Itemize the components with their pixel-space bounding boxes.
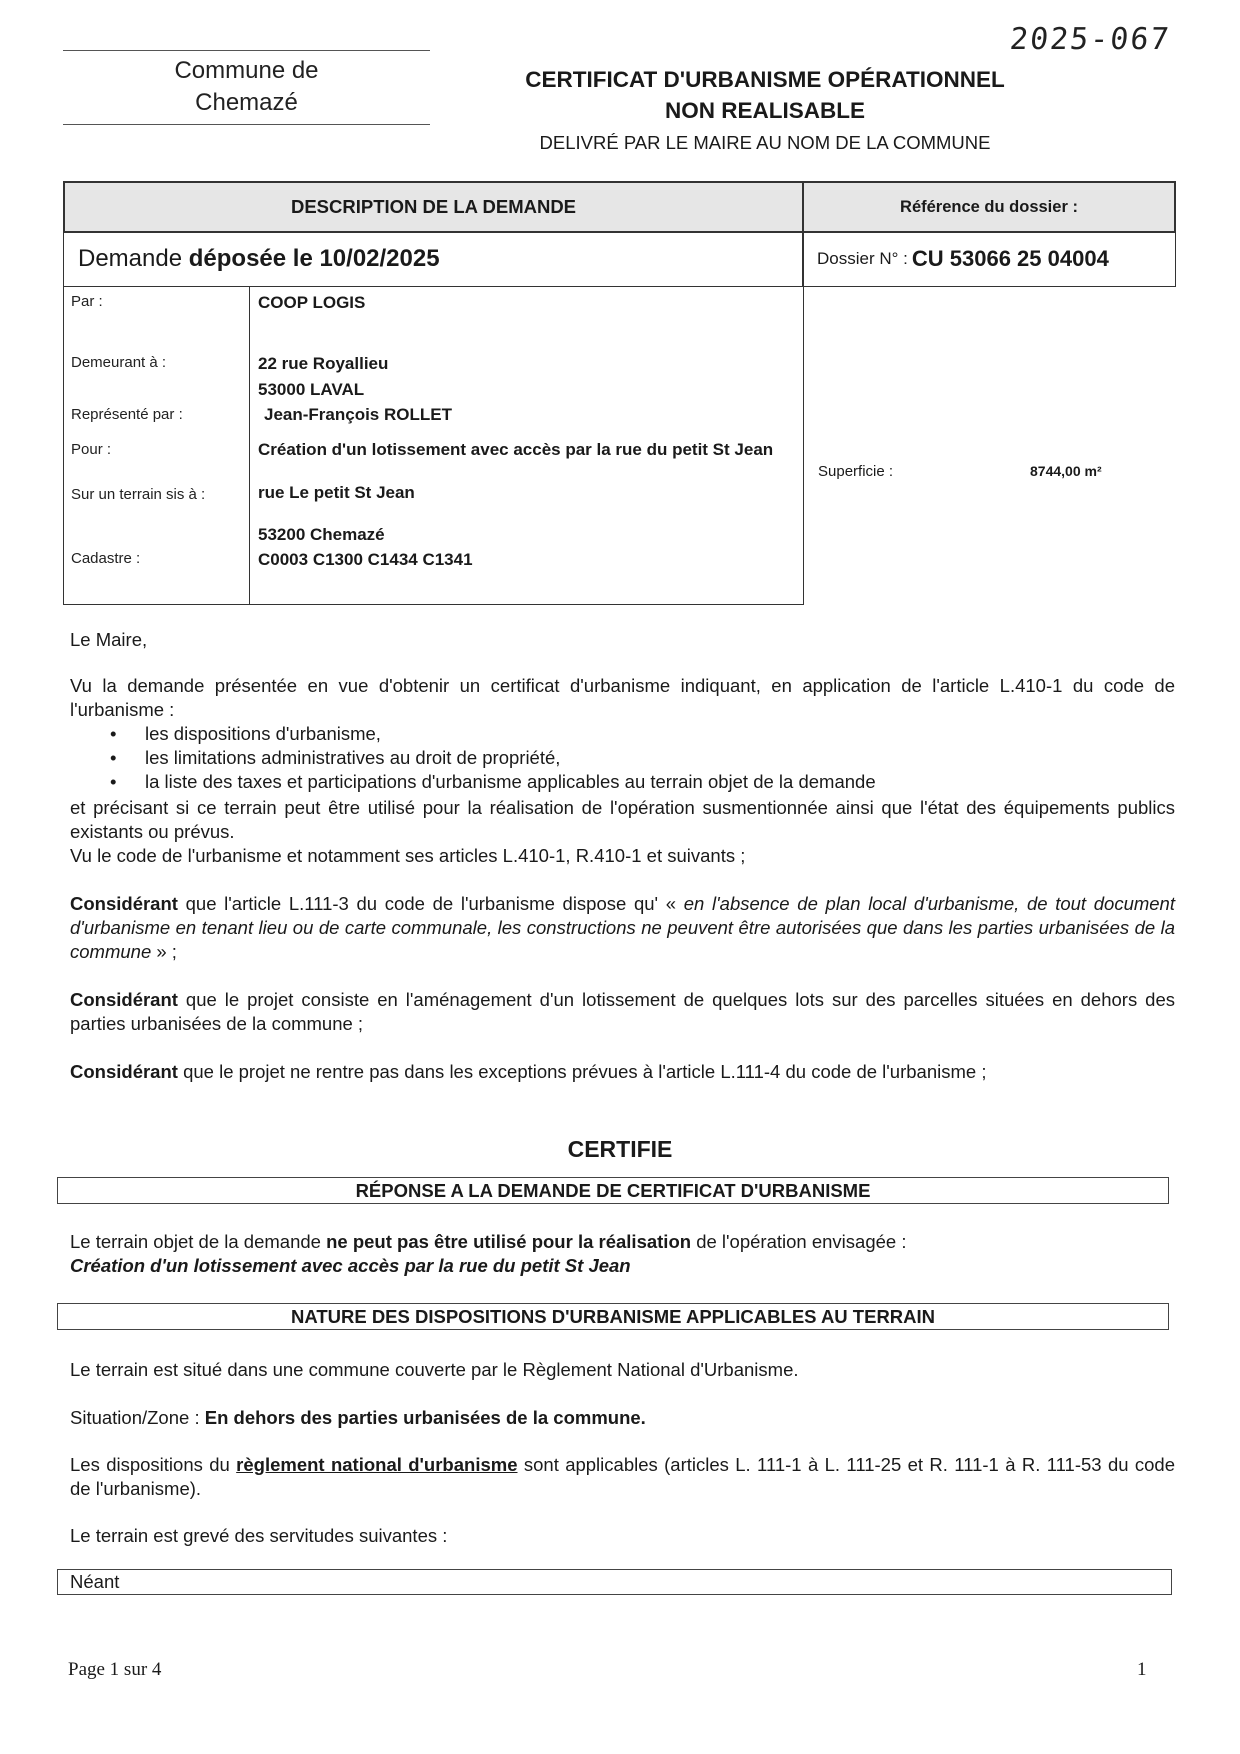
- dossier-label: Dossier N° :: [817, 249, 908, 268]
- description-header: DESCRIPTION DE LA DEMANDE: [63, 181, 804, 233]
- servitudes-intro: Le terrain est grevé des servitudes suivantes :: [70, 1525, 448, 1546]
- list-item: • la liste des taxes et participations d'urbanisme applicables au terrain objet de la demande: [110, 771, 876, 792]
- representative-name: Jean-François ROLLET: [264, 405, 452, 424]
- superficie-label: Superficie :: [818, 463, 894, 480]
- vu-code: Vu le code de l'urbanisme et notamment ses articles L.410-1, R.410-1 et suivants ;: [70, 845, 746, 866]
- request-date-cell: [63, 231, 804, 287]
- page-number: 1: [1137, 1659, 1147, 1680]
- list-item: • les dispositions d'urbanisme,: [110, 723, 381, 744]
- terrain-label: Sur un terrain sis à :: [71, 486, 206, 503]
- zone-line: Situation/Zone : En dehors des parties urbanisées de la commune.: [70, 1407, 646, 1428]
- dispositions-paragraph: Les dispositions du règlement national d'urbanisme sont applicables (articles L. 111-1 à L. 111-25 et R. 111-1 à R. 111-53 du code de l'urbanisme).: [70, 1454, 1176, 1499]
- precisant-paragraph: et précisant si ce terrain peut être utilisé pour la réalisation de l'opération susmentionnée ainsi que l'état des équipements publics existants ou prévus.: [70, 797, 1175, 842]
- considerant-1: Considérant que l'article L.111-3 du code de l'urbanisme dispose qu' « en l'absence de plan local d'urbanisme, de tout document d'urbanisme en tenant lieu ou de carte communale, les constructions ne peuvent être autorisées que dans les parties urbanisées de la commune » ;: [70, 893, 1175, 962]
- commune-block: [63, 50, 430, 125]
- dispositions-heading: NATURE DES DISPOSITIONS D'URBANISME APPLICABLES AU TERRAIN: [57, 1303, 1169, 1330]
- request-date-prefix: Demande: [78, 245, 189, 272]
- operation-description: Création d'un lotissement avec accès par la rue du petit St Jean: [70, 1255, 631, 1276]
- pour-label: Pour :: [71, 441, 112, 458]
- handwritten-reference: 2025-067: [1008, 22, 1173, 57]
- reference-header: Référence du dossier :: [802, 181, 1176, 233]
- list-item: • les limitations administratives au droit de propriété,: [110, 747, 561, 768]
- superficie-value: 8744,00 m²: [1030, 463, 1102, 479]
- servitudes-box: Néant: [57, 1569, 1172, 1595]
- document-title-line1: CERTIFICAT D'URBANISME OPÉRATIONNEL: [525, 67, 1005, 92]
- bullet-icon: •: [110, 747, 117, 768]
- bullet-icon: •: [110, 723, 117, 744]
- page-label: Page 1 sur 4: [68, 1659, 162, 1680]
- considerant-2: Considérant que le projet consiste en l'aménagement d'un lotissement de quelques lots sur des parcelles situées en dehors des parties urbanisées de la commune ;: [70, 989, 1175, 1034]
- commune-line2: Chemazé: [195, 89, 298, 116]
- column-divider: [249, 286, 250, 604]
- le-maire: Le Maire,: [70, 629, 148, 650]
- certifie-heading: CERTIFIE: [567, 1136, 673, 1162]
- document-title-line2: NON REALISABLE: [664, 98, 865, 123]
- address-line2: 53000 LAVAL: [258, 380, 365, 399]
- document-subtitle: DELIVRÉ PAR LE MAIRE AU NOM DE LA COMMUNE: [539, 132, 991, 153]
- request-date: déposée le 10/02/2025: [188, 245, 440, 272]
- terrain-line2: 53200 Chemazé: [258, 525, 385, 544]
- bullet-list: [70, 722, 876, 794]
- cadastre-label: Cadastre :: [71, 550, 141, 567]
- commune-line1: Commune de: [174, 57, 319, 84]
- par-label: Par :: [71, 293, 103, 310]
- address-line1: 22 rue Royallieu: [258, 354, 389, 373]
- cadastre-value: C0003 C1300 C1434 C1341: [258, 550, 473, 569]
- response-text: Le terrain objet de la demande ne peut pas être utilisé pour la réalisation de l'opération envisagée :: [70, 1231, 907, 1252]
- project-description: Création d'un lotissement avec accès par la rue du petit St Jean: [258, 440, 774, 459]
- represente-label: Représenté par :: [71, 406, 183, 423]
- applicant-name: COOP LOGIS: [258, 293, 366, 312]
- terrain-line1: rue Le petit St Jean: [258, 483, 415, 502]
- response-heading: RÉPONSE A LA DEMANDE DE CERTIFICAT D'URBANISME: [57, 1177, 1169, 1204]
- dossier-number: CU 53066 25 04004: [911, 246, 1109, 271]
- bullet-icon: •: [110, 771, 117, 792]
- request-table: [63, 181, 1176, 605]
- considerant-3: Considérant que le projet ne rentre pas dans les exceptions prévues à l'article L.111-4 du code de l'urbanisme ;: [70, 1061, 987, 1082]
- demeurant-label: Demeurant à :: [71, 354, 167, 371]
- request-details: [63, 286, 804, 605]
- dossier-number-cell: [802, 231, 1176, 287]
- rnu-sentence: Le terrain est situé dans une commune couverte par le Règlement National d'Urbanisme.: [70, 1359, 799, 1380]
- vu-intro: Vu la demande présentée en vue d'obtenir un certificat d'urbanisme indiquant, en application de l'article L.410-1 du code de l'urbanisme :: [70, 675, 1175, 720]
